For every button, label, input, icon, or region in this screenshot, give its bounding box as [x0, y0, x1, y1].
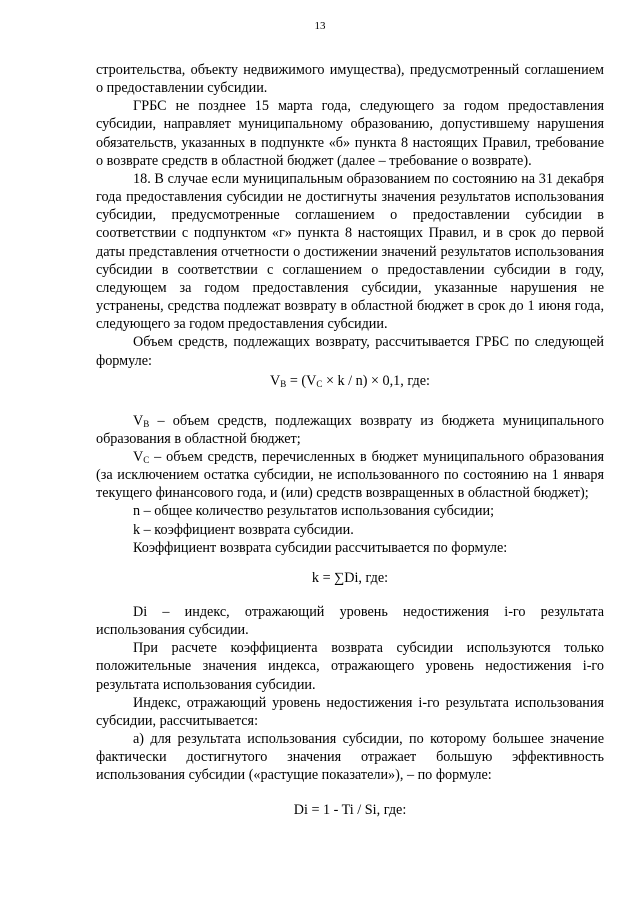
paragraph-grbs-requirement: ГРБС не позднее 15 марта года, следующего за годом предоставления субсидии, направляет муниципальному образованию, допустившему нарушения обязательств, указанных в подпункте «б» пункта 8 настоящих Правил, требование о возврате средств в областной бюджет (далее – требование о возврате).: [96, 98, 604, 169]
formula-volume: $V_B = (V_C \times k / n) \times 0,1$, где:: [270, 372, 430, 389]
definition-n: n – общее количество результатов использования субсидии;: [133, 503, 495, 520]
paragraph-positive-values: При расчете коэффициента возврата субсидии используются только положительные значения индекса, отражающего уровень недостижения i-го результата использования субсидии.: [96, 640, 604, 693]
definition-k: k – коэффициент возврата субсидии.: [133, 521, 354, 538]
definition-di: Di – индекс, отражающий уровень недостижения i-го результата использования субсидии.: [96, 603, 604, 639]
definition-vb: $V_B$ – объем средств, подлежащих возврату из бюджета муниципального образования в областной бюджет;: [96, 412, 604, 447]
paragraph-volume-intro: Объем средств, подлежащих возврату, рассчитывается ГРБС по следующей формуле:: [96, 334, 604, 369]
paragraph-coefficient-intro: Коэффициент возврата субсидии рассчитывается по формуле:: [133, 539, 508, 556]
paragraph-subclause-a: а) для результата использования субсидии, по которому большее значение фактически достигнутого значения отражает большую эффективность использования субсидии («растущие показатели»), – по формуле:: [96, 731, 604, 784]
paragraph-continuation: строительства, объекту недвижимого имущества), предусмотренный соглашением о предоставлении субсидии.: [96, 62, 604, 97]
page-number: 13: [314, 20, 326, 32]
paragraph-clause-18: 18. В случае если муниципальным образованием по состоянию на 31 декабря года предоставления субсидии не достигнуты значения результатов использования субсидии, предусмотренные соглашением о предоставлении субсидии в соответствии с подпунктом «г» пункта 8 настоящих Правил, и в срок до первой даты представления отчетности о достижении значений результатов использования субсидии в соответствии с соглашением о предоставлении субсидии в году, следующем за годом предоставления субсидии, указанные нарушения не устранены, средства подлежат возврату в областной бюджет в срок до 1 июня года, следующего за годом предоставления субсидии.: [96, 170, 604, 333]
paragraph-index-intro: Индекс, отражающий уровень недостижения i-го результата использования субсидии, рассчитывается:: [96, 694, 604, 729]
definition-vc: $V_C$ – объем средств, перечисленных в бюджет муниципального образования (за исключением остатка субсидии, не использованного по состоянию на 1 января текущего финансового года, и (или) средств возвращенных в областной бюджет);: [96, 448, 604, 502]
formula-index: Di = 1 - Ti / Si, где:: [293, 802, 407, 819]
formula-coefficient: k = ∑Di, где:: [311, 569, 389, 586]
document-body: [96, 61, 604, 820]
